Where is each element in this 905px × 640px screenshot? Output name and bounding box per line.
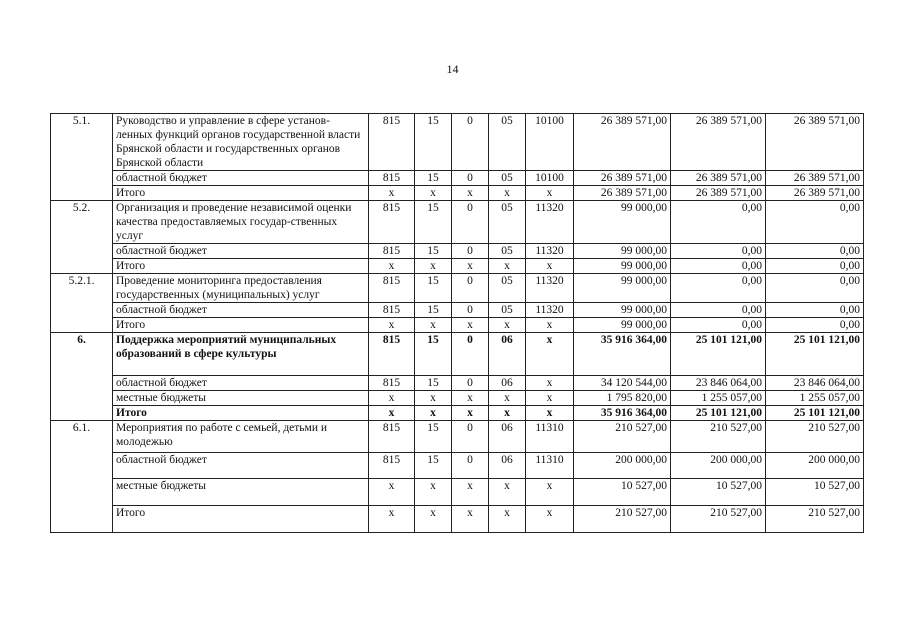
table-row — [51, 453, 864, 479]
code-cell: х — [369, 479, 415, 506]
code-cell: х — [526, 318, 574, 333]
code-cell: 0 — [452, 171, 489, 186]
amount-cell: 23 846 064,00 — [766, 376, 864, 391]
amount-cell: 0,00 — [671, 303, 766, 318]
amount-cell: 35 916 364,00 — [574, 333, 671, 376]
amount-cell: 0,00 — [766, 244, 864, 259]
code-cell: 15 — [415, 114, 452, 171]
code-cell: х — [526, 506, 574, 533]
amount-cell: 34 120 544,00 — [574, 376, 671, 391]
code-cell: х — [489, 479, 526, 506]
code-cell: 815 — [369, 376, 415, 391]
table-row — [51, 186, 864, 201]
table-row — [51, 421, 864, 453]
code-cell: х — [452, 259, 489, 274]
row-name: местные бюджеты — [113, 391, 369, 406]
code-cell: 815 — [369, 201, 415, 244]
amount-cell: 0,00 — [671, 259, 766, 274]
amount-cell: 26 389 571,00 — [574, 171, 671, 186]
table-row — [51, 318, 864, 333]
amount-cell: 1 255 057,00 — [671, 391, 766, 406]
code-cell: 815 — [369, 244, 415, 259]
code-cell: х — [452, 186, 489, 201]
row-name: Итого — [113, 186, 369, 201]
amount-cell: 0,00 — [671, 244, 766, 259]
code-cell: 815 — [369, 114, 415, 171]
amount-cell: 210 527,00 — [574, 506, 671, 533]
amount-cell: 200 000,00 — [671, 453, 766, 479]
amount-cell: 210 527,00 — [671, 506, 766, 533]
code-cell: 0 — [452, 201, 489, 244]
code-cell: х — [369, 318, 415, 333]
code-cell: х — [452, 479, 489, 506]
code-cell: 11320 — [526, 303, 574, 318]
code-cell: 05 — [489, 244, 526, 259]
code-cell: х — [415, 391, 452, 406]
page-number: 14 — [446, 62, 459, 76]
table-row — [51, 201, 864, 244]
code-cell: х — [415, 318, 452, 333]
amount-cell: 25 101 121,00 — [671, 406, 766, 421]
table-row — [51, 244, 864, 259]
row-name: местные бюджеты — [113, 479, 369, 506]
code-cell: х — [526, 406, 574, 421]
code-cell: х — [415, 406, 452, 421]
table-row — [51, 114, 864, 171]
code-cell: 15 — [415, 201, 452, 244]
amount-cell: 26 389 571,00 — [671, 171, 766, 186]
amount-cell: 0,00 — [766, 201, 864, 244]
amount-cell: 10 527,00 — [671, 479, 766, 506]
amount-cell: 99 000,00 — [574, 274, 671, 303]
amount-cell: 0,00 — [671, 274, 766, 303]
code-cell: х — [526, 376, 574, 391]
code-cell: х — [489, 186, 526, 201]
code-cell: 0 — [452, 333, 489, 376]
table-row — [51, 303, 864, 318]
code-cell: 05 — [489, 274, 526, 303]
code-cell: 815 — [369, 274, 415, 303]
row-number: 5.2. — [51, 201, 113, 274]
code-cell: 06 — [489, 376, 526, 391]
amount-cell: 0,00 — [766, 274, 864, 303]
table-row — [51, 259, 864, 274]
code-cell: х — [489, 406, 526, 421]
code-cell: 0 — [452, 244, 489, 259]
code-cell: 11310 — [526, 421, 574, 453]
amount-cell: 26 389 571,00 — [766, 171, 864, 186]
code-cell: 15 — [415, 244, 452, 259]
code-cell: 06 — [489, 421, 526, 453]
code-cell: х — [369, 506, 415, 533]
amount-cell: 99 000,00 — [574, 201, 671, 244]
amount-cell: 0,00 — [671, 318, 766, 333]
code-cell: 11320 — [526, 274, 574, 303]
amount-cell: 99 000,00 — [574, 244, 671, 259]
table-row — [51, 376, 864, 391]
row-name: Итого — [113, 506, 369, 533]
code-cell: 0 — [452, 453, 489, 479]
row-name: областной бюджет — [113, 303, 369, 318]
amount-cell: 210 527,00 — [671, 421, 766, 453]
amount-cell: 210 527,00 — [766, 506, 864, 533]
code-cell: 05 — [489, 303, 526, 318]
code-cell: 15 — [415, 376, 452, 391]
amount-cell: 25 101 121,00 — [766, 406, 864, 421]
code-cell: х — [415, 186, 452, 201]
code-cell: х — [369, 186, 415, 201]
row-name: Организация и проведение независимой оценки качества предоставляемых государ-ственных услуг — [113, 201, 369, 244]
amount-cell: 0,00 — [766, 259, 864, 274]
code-cell: 06 — [489, 453, 526, 479]
amount-cell: 10 527,00 — [574, 479, 671, 506]
code-cell: х — [369, 259, 415, 274]
amount-cell: 10 527,00 — [766, 479, 864, 506]
code-cell: 15 — [415, 453, 452, 479]
amount-cell: 0,00 — [766, 303, 864, 318]
code-cell: х — [526, 259, 574, 274]
code-cell: 0 — [452, 303, 489, 318]
row-name: Мероприятия по работе с семьей, детьми и молодежью — [113, 421, 369, 453]
row-number: 6. — [51, 333, 113, 421]
code-cell: х — [452, 506, 489, 533]
code-cell: х — [526, 186, 574, 201]
code-cell: 815 — [369, 453, 415, 479]
code-cell: 0 — [452, 114, 489, 171]
amount-cell: 26 389 571,00 — [766, 186, 864, 201]
code-cell: х — [489, 391, 526, 406]
amount-cell: 26 389 571,00 — [766, 114, 864, 171]
amount-cell: 25 101 121,00 — [766, 333, 864, 376]
amount-cell: 35 916 364,00 — [574, 406, 671, 421]
table-row — [51, 171, 864, 186]
code-cell: х — [452, 391, 489, 406]
code-cell: 11320 — [526, 244, 574, 259]
code-cell: 815 — [369, 303, 415, 318]
amount-cell: 210 527,00 — [574, 421, 671, 453]
code-cell: х — [489, 259, 526, 274]
code-cell: 15 — [415, 303, 452, 318]
code-cell: 815 — [369, 421, 415, 453]
code-cell: 0 — [452, 274, 489, 303]
code-cell: х — [369, 406, 415, 421]
amount-cell: 26 389 571,00 — [574, 186, 671, 201]
amount-cell: 210 527,00 — [766, 421, 864, 453]
table-row — [51, 333, 864, 376]
amount-cell: 26 389 571,00 — [671, 114, 766, 171]
row-name: областной бюджет — [113, 453, 369, 479]
code-cell: х — [526, 333, 574, 376]
code-cell: х — [489, 506, 526, 533]
amount-cell: 99 000,00 — [574, 318, 671, 333]
row-name: Итого — [113, 406, 369, 421]
amount-cell: 200 000,00 — [766, 453, 864, 479]
amount-cell: 0,00 — [766, 318, 864, 333]
row-name: Проведение мониторинга предоставления государственных (муниципальных) услуг — [113, 274, 369, 303]
row-name: областной бюджет — [113, 376, 369, 391]
code-cell: 0 — [452, 421, 489, 453]
code-cell: х — [415, 506, 452, 533]
row-name: Итого — [113, 259, 369, 274]
code-cell: 10100 — [526, 114, 574, 171]
amount-cell: 25 101 121,00 — [671, 333, 766, 376]
code-cell: 05 — [489, 201, 526, 244]
amount-cell: 99 000,00 — [574, 259, 671, 274]
amount-cell: 0,00 — [671, 201, 766, 244]
amount-cell: 23 846 064,00 — [671, 376, 766, 391]
code-cell: 05 — [489, 171, 526, 186]
row-number: 5.1. — [51, 114, 113, 201]
budget-table — [50, 113, 864, 533]
row-name: Поддержка мероприятий муниципальных образований в сфере культуры — [113, 333, 369, 376]
code-cell: х — [526, 479, 574, 506]
code-cell: х — [452, 406, 489, 421]
table-row — [51, 479, 864, 506]
code-cell: х — [415, 259, 452, 274]
table-row — [51, 406, 864, 421]
row-name: областной бюджет — [113, 244, 369, 259]
amount-cell: 26 389 571,00 — [671, 186, 766, 201]
table-row — [51, 391, 864, 406]
row-number: 5.2.1. — [51, 274, 113, 333]
row-name: Итого — [113, 318, 369, 333]
code-cell: 11310 — [526, 453, 574, 479]
amount-cell: 1 795 820,00 — [574, 391, 671, 406]
row-name: областной бюджет — [113, 171, 369, 186]
code-cell: 06 — [489, 333, 526, 376]
code-cell: х — [369, 391, 415, 406]
row-name: Руководство и управление в сфере установ-ленных функций органов государственной власти Брянской области и государственных органов Брянской области — [113, 114, 369, 171]
row-number: 6.1. — [51, 421, 113, 533]
code-cell: 15 — [415, 333, 452, 376]
code-cell: х — [415, 479, 452, 506]
code-cell: 15 — [415, 274, 452, 303]
code-cell: х — [526, 391, 574, 406]
code-cell: 815 — [369, 171, 415, 186]
amount-cell: 1 255 057,00 — [766, 391, 864, 406]
amount-cell: 200 000,00 — [574, 453, 671, 479]
code-cell: 05 — [489, 114, 526, 171]
code-cell: 15 — [415, 421, 452, 453]
code-cell: х — [489, 318, 526, 333]
code-cell: 15 — [415, 171, 452, 186]
table-row — [51, 506, 864, 533]
code-cell: 11320 — [526, 201, 574, 244]
code-cell: 0 — [452, 376, 489, 391]
table-row — [51, 274, 864, 303]
amount-cell: 26 389 571,00 — [574, 114, 671, 171]
code-cell: 10100 — [526, 171, 574, 186]
code-cell: 815 — [369, 333, 415, 376]
code-cell: х — [452, 318, 489, 333]
amount-cell: 99 000,00 — [574, 303, 671, 318]
